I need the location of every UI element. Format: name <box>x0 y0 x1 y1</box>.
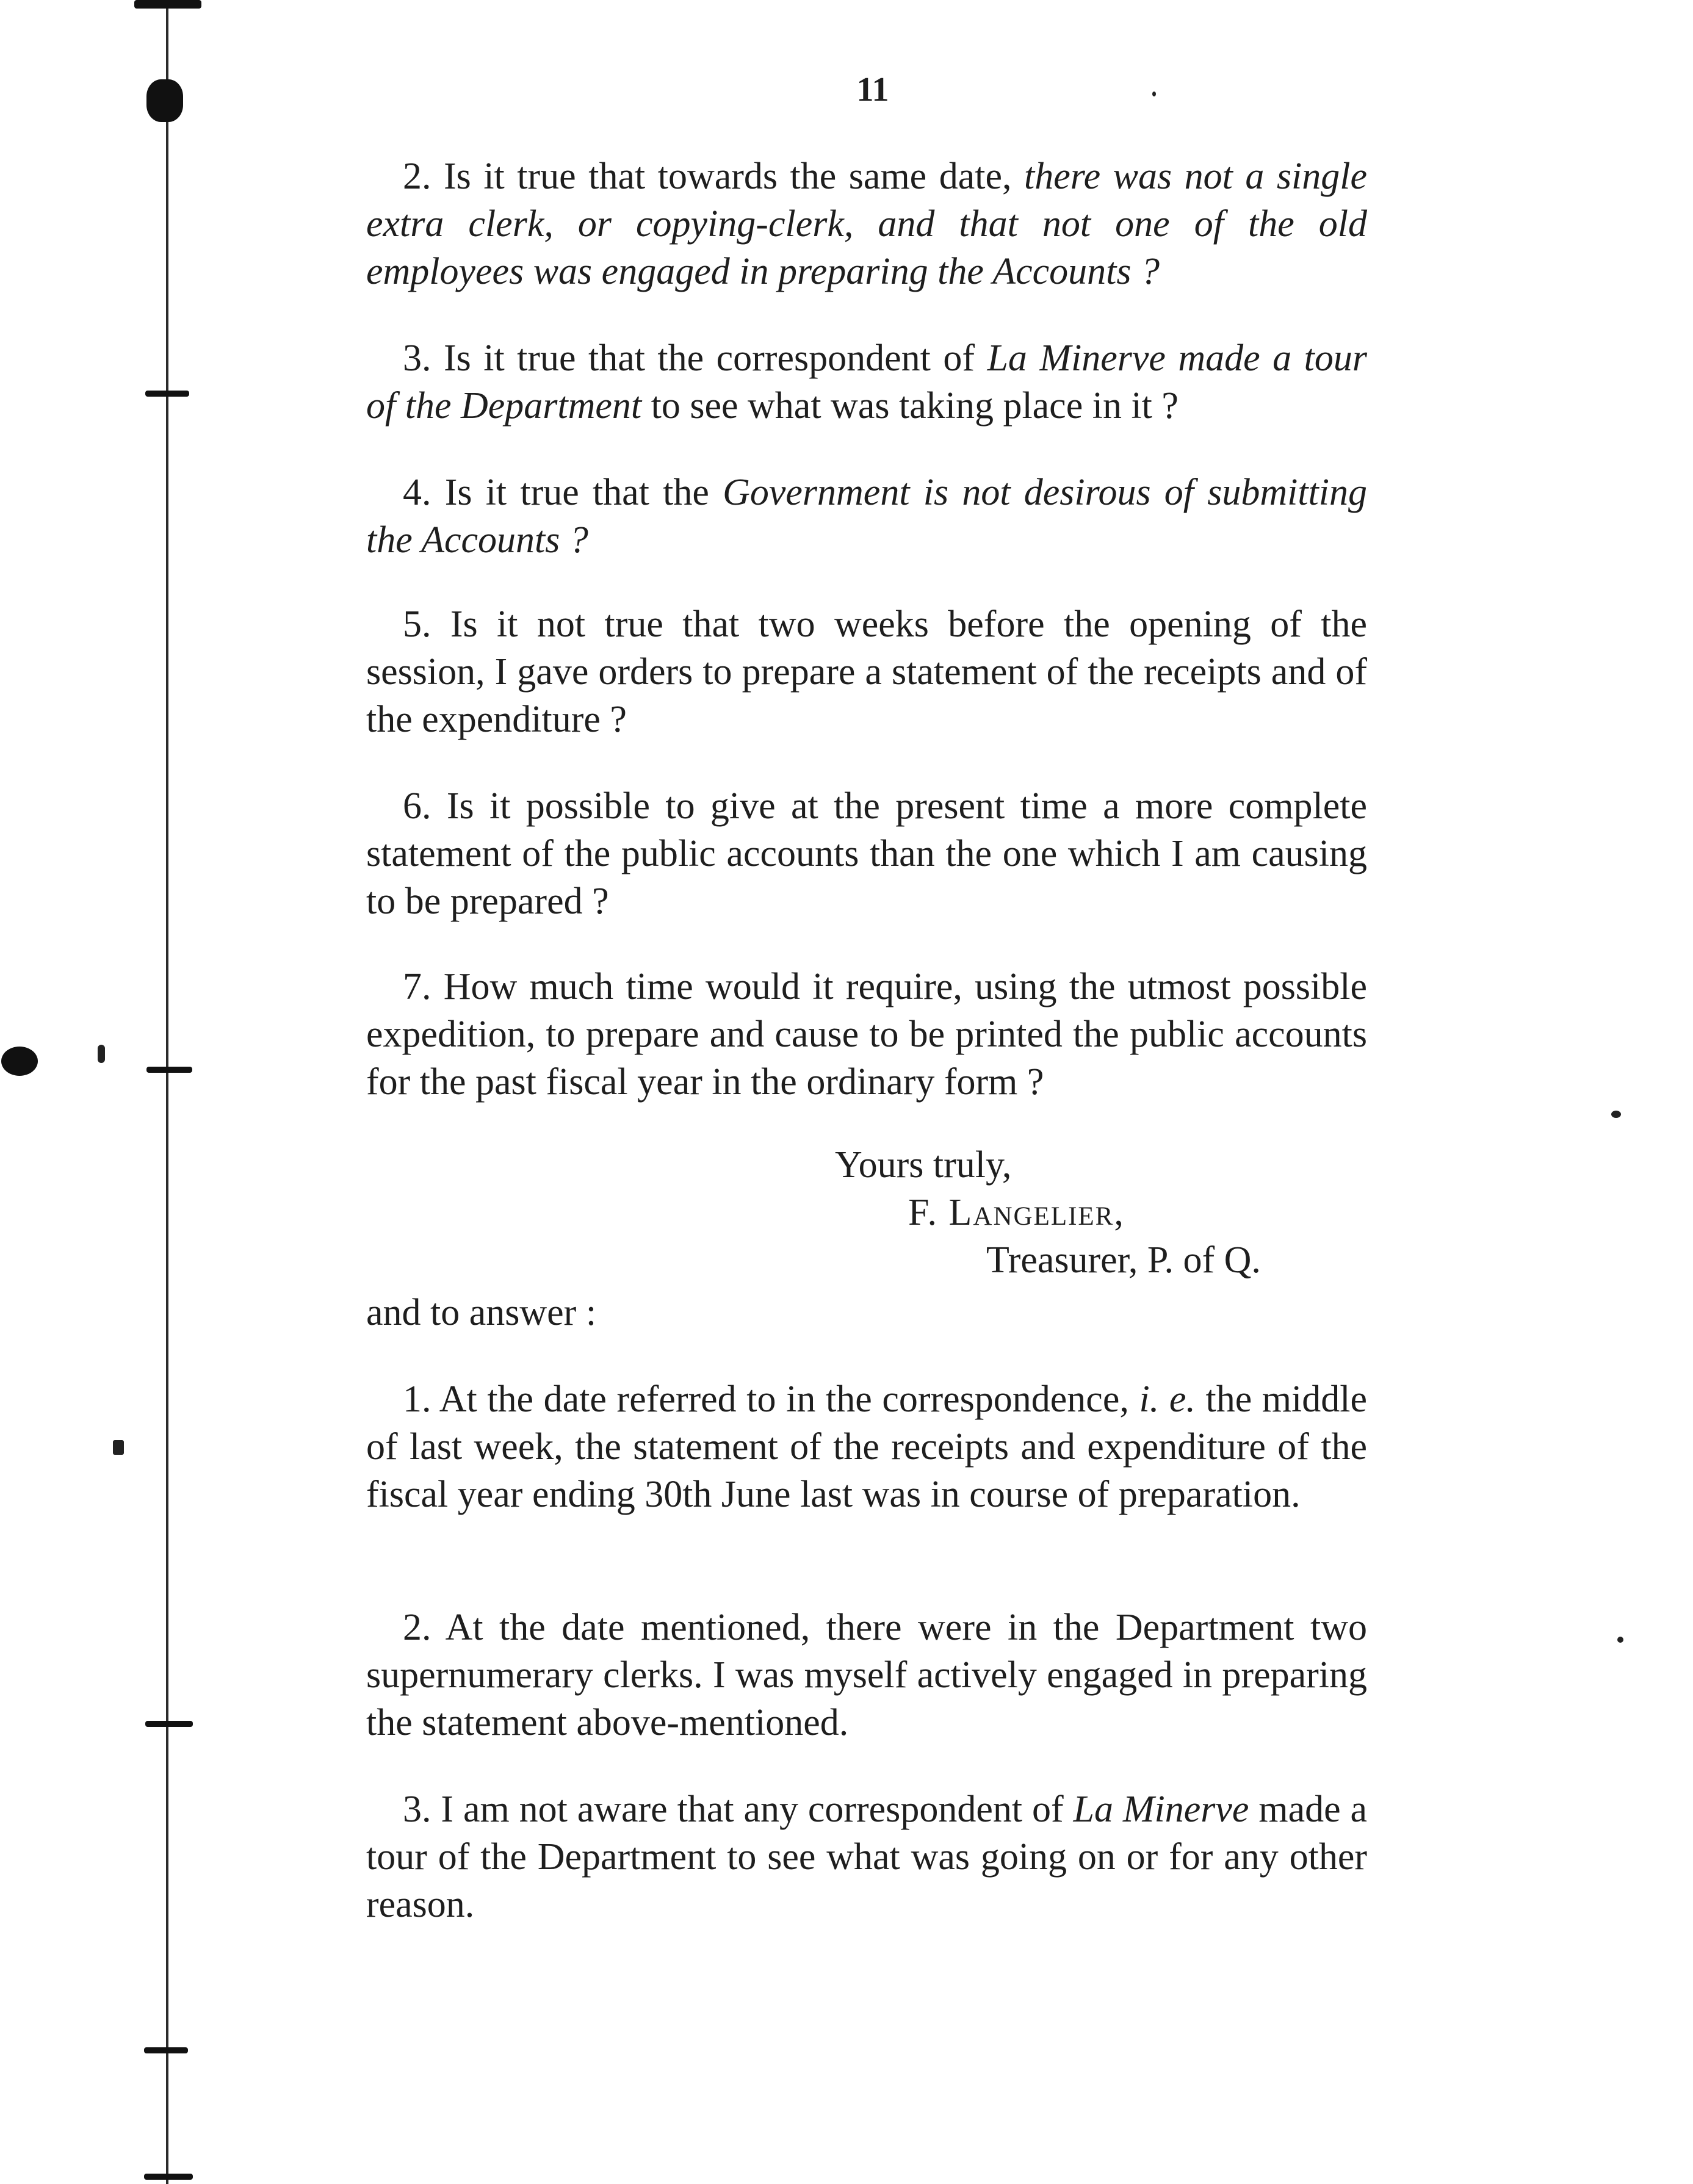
question-number: 3. <box>403 337 431 379</box>
answer-text-continued: made a tour of the Department to see what was going on or for any other reason. <box>366 1789 1368 1925</box>
question-text: Is it true that the <box>444 472 709 513</box>
binding-mark <box>144 2174 193 2180</box>
question-number: 4. <box>403 472 431 513</box>
answer-emphasis: La Minerve <box>1073 1789 1249 1830</box>
question-text: How much time would it require, using the utmost possible expedition, to prepare and cause to be printed the public accounts for the past fiscal year in the ordinary form ? <box>366 966 1368 1103</box>
answer-text: At the date referred to in the correspondence, <box>439 1379 1129 1420</box>
answer-text-continued: the middle of last week, the statement of the receipts and expenditure of the fiscal year ending 30th June last was in course of preparation. <box>366 1379 1368 1515</box>
answer-emphasis: i. e. <box>1139 1379 1196 1420</box>
question-number: 7. <box>403 966 431 1007</box>
ink-blot <box>146 79 183 122</box>
binding-mark <box>146 1067 192 1073</box>
ink-blot <box>1 1047 38 1076</box>
signer-name: F. Langelier, <box>908 1192 1125 1233</box>
ink-speck <box>1617 1637 1623 1643</box>
binding-mark <box>144 2047 188 2053</box>
answer-number: 3. <box>403 1789 431 1830</box>
question-emphasis: there was not a single extra clerk, or copying-clerk, and that not one of the old employees was engaged in preparing the Accounts ? <box>366 156 1368 292</box>
question-6 <box>366 782 1367 925</box>
answer-number: 1. <box>403 1379 431 1420</box>
question-emphasis: Government is not desirous of submitting the Accounts ? <box>366 472 1368 561</box>
answer-text: At the date mentioned, there were in the Department two supernumerary clerks. I was myself actively engaged in preparing the statement above-mentioned. <box>366 1607 1367 1743</box>
question-number: 6. <box>403 785 431 827</box>
question-text: Is it true that towards the same date, <box>444 156 1012 197</box>
answer-2 <box>366 1604 1367 1746</box>
ink-speck <box>98 1045 105 1063</box>
binding-mark <box>145 1721 193 1727</box>
binding-mark <box>134 0 201 9</box>
binding-mark <box>145 391 189 397</box>
closing-salutation: Yours truly, <box>835 1144 1012 1186</box>
question-text: Is it possible to give at the present time a more complete statement of the public accounts than the one which I am causing to be prepared ? <box>366 785 1367 922</box>
ink-speck <box>1611 1111 1621 1118</box>
question-7 <box>366 963 1367 1106</box>
answer-3 <box>366 1786 1367 1928</box>
question-number: 2. <box>403 156 431 197</box>
ink-speck <box>113 1440 124 1455</box>
question-text: Is it true that the correspondent of <box>443 337 975 379</box>
signer-title: Treasurer, P. of Q. <box>986 1239 1261 1281</box>
answer-text: I am not aware that any correspondent of <box>441 1789 1064 1830</box>
question-number: 5. <box>403 604 431 645</box>
question-text-continued: to see what was taking place in it ? <box>651 385 1179 427</box>
page-number: 11 <box>856 71 889 109</box>
binding-line <box>166 0 168 2184</box>
ink-speck <box>1152 92 1156 96</box>
question-3 <box>366 334 1367 430</box>
question-text: Is it not true that two weeks before the opening of the session, I gave orders to prepare a statement of the receipts and of the expenditure ? <box>366 604 1368 740</box>
answer-intro: and to answer : <box>366 1292 597 1333</box>
question-5 <box>366 600 1367 743</box>
answer-1 <box>366 1375 1367 1518</box>
question-4 <box>366 469 1367 564</box>
question-emphasis: La Minerve made a tour of the Department <box>366 337 1367 427</box>
question-2 <box>366 153 1367 295</box>
answer-number: 2. <box>403 1607 431 1648</box>
